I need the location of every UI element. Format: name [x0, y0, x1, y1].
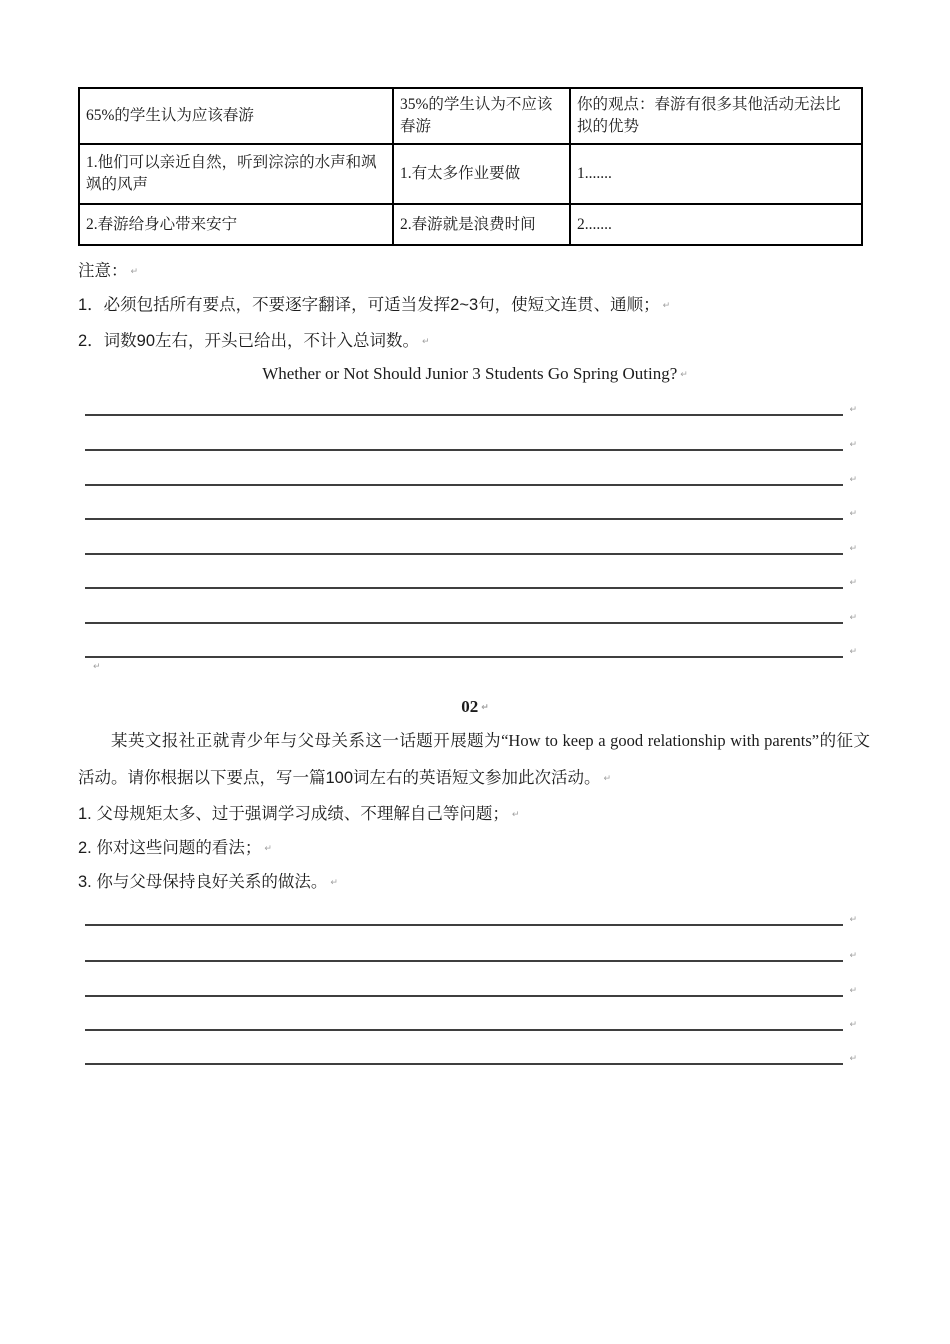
paragraph-mark-icon: ↵ — [264, 844, 272, 854]
section2-number-text: 02 — [461, 697, 479, 716]
paragraph-mark-icon: ↵ — [849, 405, 857, 415]
essay1-title — [0, 363, 950, 386]
table-row — [79, 88, 862, 144]
point-item-text: 2. 你对这些问题的看法； — [78, 839, 262, 857]
paragraph-mark-icon: ↵ — [603, 774, 612, 784]
notes-label-text: 注意： — [78, 262, 128, 280]
writing-line[interactable] — [85, 544, 857, 555]
intro-part1: 某英文报社正就青少年与父母关系这一话题开展题为 — [111, 732, 502, 750]
point-item-text: 3. 你与父母保持良好关系的做法。 — [78, 873, 328, 891]
writing-line[interactable] — [85, 915, 857, 926]
point-item-3 — [78, 871, 338, 894]
essay1-title-text: Whether or Not Should Junior 3 Students Go Spring Outing? — [262, 364, 678, 383]
intro-english-quote: “How to keep a good relationship with parents” — [501, 731, 820, 750]
writing-line[interactable] — [85, 509, 857, 520]
writing-line[interactable] — [85, 578, 857, 589]
table-cell: 1.他们可以亲近自然，听到淙淙的水声和飒飒的风声 — [79, 144, 393, 204]
paragraph-mark-icon: ↵ — [330, 878, 338, 888]
note-item-1 — [78, 294, 670, 317]
paragraph-mark-icon: ↵ — [130, 267, 139, 277]
note-item-2 — [78, 330, 430, 353]
paragraph-mark-icon: ↵ — [849, 647, 857, 657]
table-cell: 2.春游给身心带来安宁 — [79, 204, 393, 245]
point-item-1 — [78, 803, 519, 826]
writing-line[interactable] — [85, 647, 857, 658]
paragraph-mark-icon: ↵ — [849, 509, 857, 519]
table-cell: 2.春游就是浪费时间 — [393, 204, 570, 245]
note-item-text: 1．必须包括所有要点，不要逐字翻译，可适当发挥2~3句，使短文连贯、通顺； — [78, 296, 660, 314]
table-cell: 2....... — [570, 204, 862, 245]
paragraph-mark-icon: ↵ — [849, 475, 857, 485]
intro-part2: 的征文活动。请你根据以下要点，写一篇100词左右的英语短文参加此次活动。 — [78, 732, 871, 787]
section2-number — [0, 696, 950, 719]
paragraph-mark-icon: ↵ — [849, 440, 857, 450]
paragraph-mark-icon: ↵ — [422, 337, 430, 347]
paragraph-mark-icon: ↵ — [849, 1054, 857, 1064]
paragraph-mark-icon: ↵ — [849, 578, 857, 588]
paragraph-mark-icon: ↵ — [849, 986, 857, 996]
table-cell: 1.有太多作业要做 — [393, 144, 570, 204]
paragraph-mark-icon: ↵ — [511, 810, 520, 820]
opinion-table — [78, 87, 863, 246]
table-row — [79, 204, 862, 245]
writing-line[interactable] — [85, 951, 857, 962]
writing-line[interactable] — [85, 405, 857, 416]
paragraph-mark-icon: ↵ — [849, 544, 857, 554]
point-item-2 — [78, 837, 272, 860]
paragraph-mark-icon: ↵ — [481, 703, 489, 713]
note-item-text: 2．词数90左右，开头已给出，不计入总词数。 — [78, 332, 420, 350]
table-cell: 1....... — [570, 144, 862, 204]
writing-line[interactable] — [85, 475, 857, 486]
paragraph-mark-icon: ↵ — [680, 370, 688, 380]
writing-line[interactable] — [85, 1054, 857, 1065]
paragraph-mark-icon: ↵ — [849, 951, 857, 961]
writing-line[interactable] — [85, 613, 857, 624]
table-cell: 65%的学生认为应该春游 — [79, 88, 393, 144]
writing-line[interactable] — [85, 986, 857, 997]
notes-label — [78, 260, 138, 283]
paragraph-mark-icon: ↵ — [662, 301, 671, 311]
paragraph-mark-icon: ↵ — [93, 662, 101, 672]
paragraph-mark-icon: ↵ — [849, 1020, 857, 1030]
paragraph-mark-icon: ↵ — [849, 915, 857, 925]
table-row — [79, 144, 862, 204]
paragraph-mark-icon: ↵ — [849, 613, 857, 623]
section2-intro — [78, 722, 870, 798]
point-item-text: 1. 父母规矩太多、过于强调学习成绩、不理解自己等问题； — [78, 805, 509, 823]
writing-line[interactable] — [85, 1020, 857, 1031]
table-cell: 你的观点：春游有很多其他活动无法比拟的优势 — [570, 88, 862, 144]
writing-line[interactable] — [85, 440, 857, 451]
table-cell: 35%的学生认为不应该春游 — [393, 88, 570, 144]
